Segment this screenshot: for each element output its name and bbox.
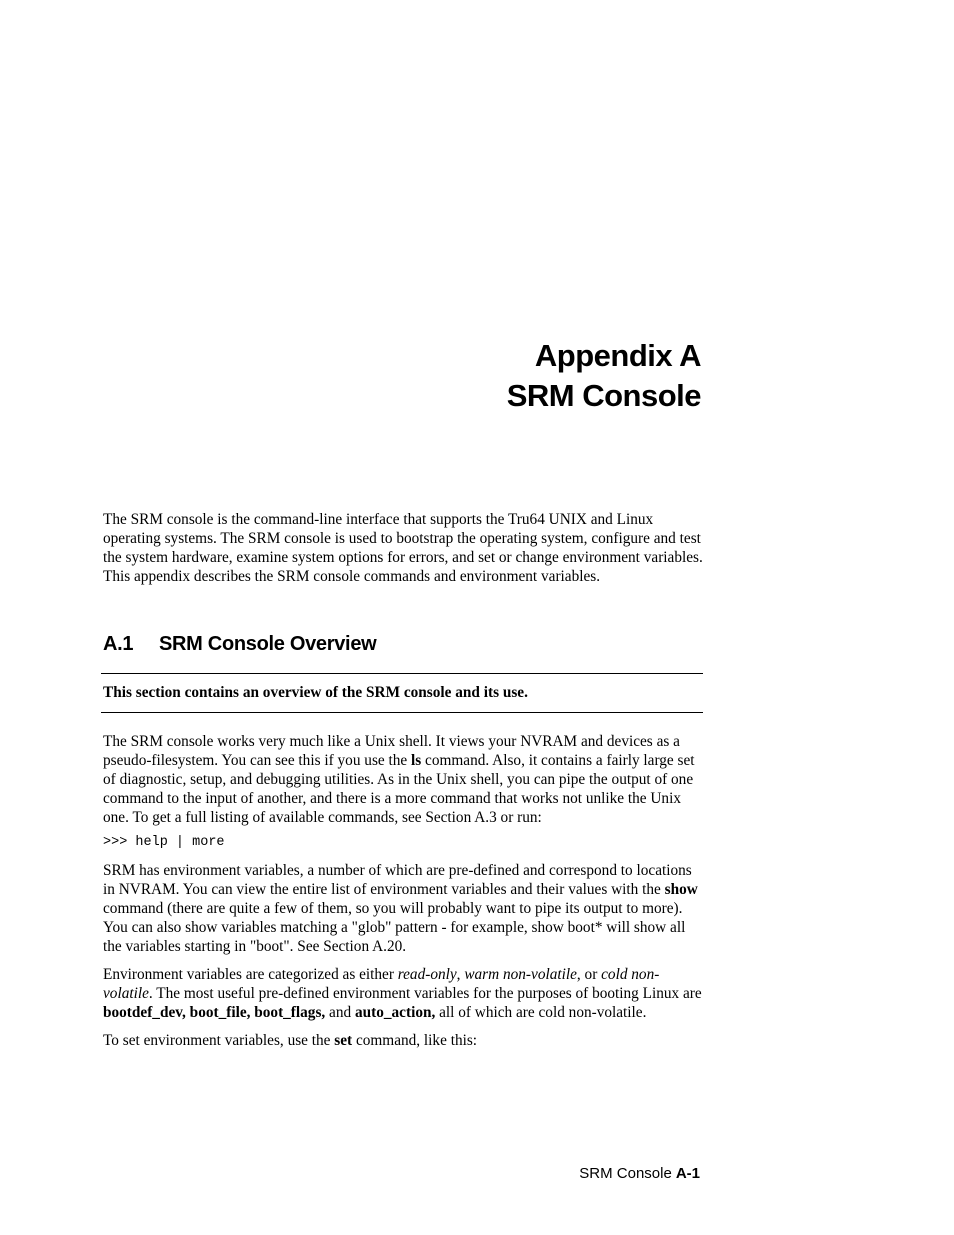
section-title: SRM Console Overview: [159, 633, 377, 655]
chapter-title-line-1: Appendix A: [534, 338, 701, 373]
set-command: set: [334, 1032, 353, 1049]
footer-label: SRM Console: [579, 1165, 672, 1182]
chapter-title: [507, 336, 701, 416]
section-heading: [103, 630, 376, 658]
intro-paragraph: The SRM console is the command-line interface that supports the Tru64 UNIX and Linux operating systems. The SRM console is used to bootstrap the operating system, configure and test the system hardware, examine system options for errors, and set or change environment variables. This appendix describes the SRM console commands and environment variables.: [103, 511, 703, 585]
body-paragraph-3-text-e: , or: [576, 966, 602, 983]
cold-non-volatile-term: cold non-volatile: [103, 966, 660, 1002]
body-paragraph-4-text-c: command, like this:: [352, 1032, 478, 1049]
page-number: A-1: [675, 1165, 700, 1182]
body-paragraph-4: [103, 1031, 703, 1050]
body-paragraph-2: [103, 861, 703, 956]
body-paragraph-3-text-i: and: [325, 1004, 355, 1021]
body-paragraph-1: [103, 732, 703, 827]
body-paragraph-3-text-c: ,: [456, 966, 465, 983]
warm-non-volatile-term: warm non-volatile: [464, 966, 577, 983]
show-command: show: [664, 881, 698, 898]
body-paragraph-2-text-c: command (there are quite a few of them, so you will probably want to pipe its output to more). You can also show variables matching a "glob" pattern - for example, show boot* will show all the variables starting in "boot". See Section A.20.: [103, 900, 686, 955]
body-paragraph-2-text-a: SRM has environment variables, a number of which are pre-defined and correspond to locations in NVRAM. You can view the entire list of environment variables and their values with the: [103, 862, 692, 898]
intro-section: [103, 510, 703, 586]
body-paragraph-3-text-a: Environment variables are categorized as either: [103, 966, 398, 983]
summary-rule-bottom: [101, 712, 703, 713]
ls-command: ls: [411, 752, 422, 769]
section-number: A.1: [103, 633, 134, 655]
summary-rule-top: [101, 673, 703, 674]
body-paragraph-3-text-k: all of which are cold non-volatile.: [435, 1004, 647, 1021]
page-footer: [579, 1164, 700, 1184]
section-body: [103, 732, 703, 1059]
section-summary: This section contains an overview of the SRM console and its use.: [103, 684, 528, 701]
boot-variables: bootdef_dev, boot_file, boot_flags,: [103, 1004, 326, 1021]
auto-action-variable: auto_action,: [354, 1004, 436, 1021]
code-example: >>> help | more: [103, 835, 225, 850]
body-paragraph-4-text-a: To set environment variables, use the: [103, 1032, 335, 1049]
body-paragraph-1-text-a: The SRM console works very much like a Unix shell. It views your NVRAM and devices as a pseudo-filesystem. You can see this if you use the: [103, 733, 680, 769]
body-paragraph-3-text-g: . The most useful pre-defined environment variables for the purposes of booting Linux are: [148, 985, 702, 1002]
read-only-term: read-only: [397, 966, 457, 983]
body-paragraph-1-text-c: command. Also, it contains a fairly large set of diagnostic, setup, and debugging utilities. As in the Unix shell, you can pipe the output of one command to the input of another, and there is a more command that works not unlike the Unix one. To get a full listing of available commands, see Section A.3 or run:: [103, 752, 695, 826]
body-paragraph-3: [103, 965, 703, 1022]
chapter-title-line-2: SRM Console: [506, 378, 701, 413]
